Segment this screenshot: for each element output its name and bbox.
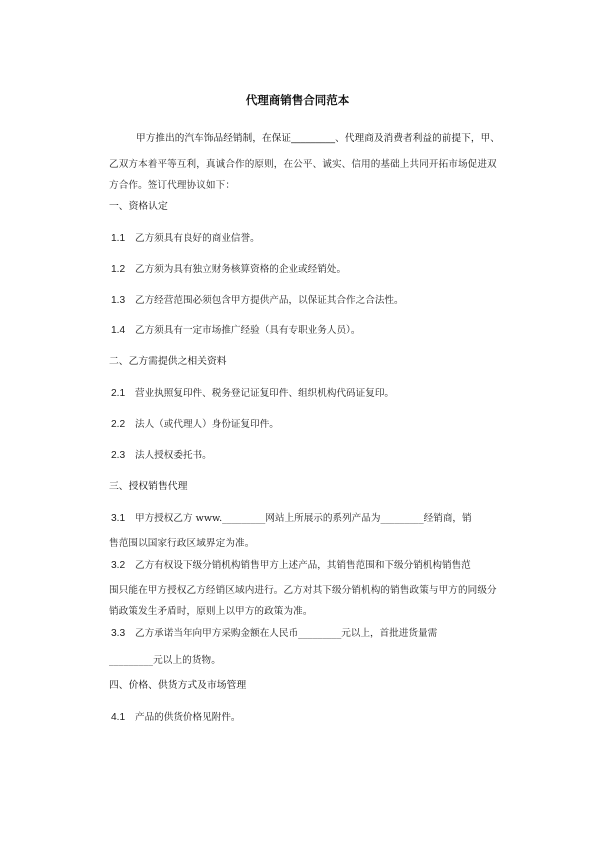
- list-item-1-1: [111, 230, 260, 244]
- list-item-2-1: [111, 385, 394, 399]
- item-3-1-continuation: 售范围以国家行政区域界定为准。: [109, 538, 255, 549]
- item-text: 乙方须为具有独立财务核算资格的企业或经销处。: [135, 264, 347, 275]
- item-text: 法人（或代理人）身份证复印件。: [135, 419, 279, 430]
- item-number: 1.4: [111, 325, 126, 336]
- item-number: 3.2: [111, 560, 126, 571]
- item-number: 3.1: [111, 513, 126, 524]
- item-number: 1.1: [111, 233, 126, 244]
- intro-line-2: 乙双方本着平等互利，真诚合作的原则，在公平、诚实、信用的基础上共同开拓市场促进双: [109, 159, 497, 170]
- list-item-1-4: [111, 322, 360, 336]
- list-item-3-3: [111, 625, 437, 639]
- item-text: 乙方承诺当年向甲方采购金额在人民币_________元以上，首批进货量需: [135, 628, 438, 639]
- item-number: 2.3: [111, 450, 126, 461]
- section-heading-3: 三、授权销售代理: [109, 481, 188, 492]
- list-item-3-2: [111, 557, 471, 571]
- list-item-4-1: [111, 709, 241, 723]
- item-3-3-continuation: _________元以上的货物。: [109, 655, 221, 666]
- item-3-2-continuation-2: 销政策发生矛盾时，原则上以甲方的政策为准。: [109, 606, 313, 617]
- item-text: 法人授权委托书。: [135, 450, 212, 461]
- item-number: 3.3: [111, 628, 126, 639]
- intro-line-3: 方合作。签订代理协议如下：: [109, 180, 236, 191]
- item-number: 1.3: [111, 295, 126, 306]
- intro-line-1: 甲方推出的汽车饰品经销制，在保证_________、代理商及消费者利益的前提下，甲、: [136, 133, 500, 144]
- item-text: 乙方经营范围必须包含甲方提供产品，以保证其合作之合法性。: [135, 295, 404, 306]
- item-number: 4.1: [111, 712, 126, 723]
- list-item-3-1: [111, 510, 472, 524]
- list-item-1-2: [111, 261, 346, 275]
- list-item-2-3: [111, 447, 212, 461]
- item-text: 产品的供货价格见附件。: [135, 712, 241, 723]
- document-title: 代理商销售合同范本: [245, 93, 350, 107]
- item-text: 营业执照复印件、税务登记证复印件、组织机构代码证复印。: [135, 388, 395, 399]
- item-text: 乙方须具有良好的商业信誉。: [135, 233, 260, 244]
- item-number: 2.1: [111, 388, 126, 399]
- list-item-1-3: [111, 292, 404, 306]
- item-number: 2.2: [111, 419, 126, 430]
- section-heading-4: 四、价格、供货方式及市场管理: [109, 680, 247, 691]
- list-item-2-2: [111, 416, 279, 430]
- item-text: 乙方有权设下级分销机构销售甲方上述产品，其销售范围和下级分销机构销售范: [135, 560, 471, 571]
- section-heading-1: 一、资格认定: [109, 201, 168, 212]
- section-heading-2: 二、乙方需提供之相关资料: [109, 356, 227, 367]
- item-number: 1.2: [111, 264, 126, 275]
- item-text: 乙方须具有一定市场推广经验（具有专职业务人员）。: [135, 325, 361, 336]
- item-3-2-continuation-1: 围只能在甲方授权乙方经销区域内进行。乙方对其下级分销机构的销售政策与甲方的同级分: [109, 585, 497, 596]
- item-text: 甲方授权乙方 www._________网站上所展示的系列产品为_________经销商，销: [135, 513, 472, 524]
